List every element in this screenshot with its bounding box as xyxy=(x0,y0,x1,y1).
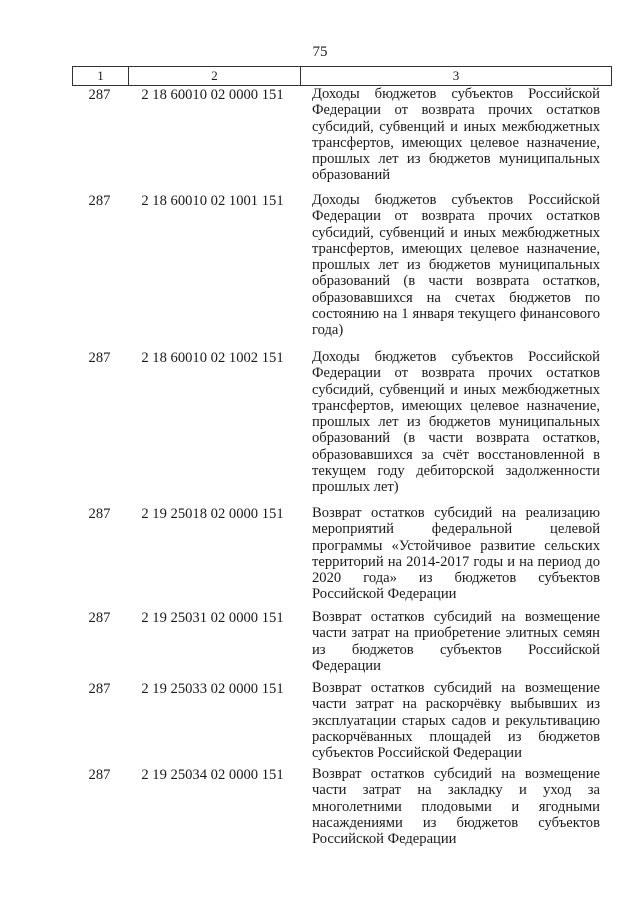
table-row xyxy=(72,609,610,680)
budget-code-cell: 2 18 60010 02 0000 151 xyxy=(141,87,284,103)
description-cell: Возврат остатков субсидий на реализацию мероприятий федеральной целевой программы «Устойчивое развитие сельских территорий на 2014-2017 годы и на период до 2020 года» из бюджетов субъектов Российской Федерации xyxy=(312,505,600,603)
admin-code-cell: 287 xyxy=(88,767,111,783)
column-header-1: 1 xyxy=(73,67,129,85)
table-row xyxy=(72,766,610,856)
column-header-2: 2 xyxy=(129,67,301,85)
description-cell: Возврат остатков субсидий на возмещение части затрат на приобретение элитных семян из бюджетов субъектов Российской Федерации xyxy=(312,609,600,674)
table-row xyxy=(72,86,610,192)
budget-code-cell: 2 19 25018 02 0000 151 xyxy=(141,506,284,522)
budget-code-cell: 2 18 60010 02 1002 151 xyxy=(141,350,284,366)
admin-code-cell: 287 xyxy=(88,610,111,626)
table-body xyxy=(72,86,610,856)
admin-code-cell: 287 xyxy=(88,350,111,366)
budget-code-cell: 2 19 25031 02 0000 151 xyxy=(141,610,284,626)
description-cell: Доходы бюджетов субъектов Российской Федерации от возврата прочих остатков субсидий, субвенций и иных межбюджетных трансфертов, имеющих целевое назначение, прошлых лет из бюджетов муниципальных образований (в части возврата остатков, образовавшихся на счетах бюджетов по состоянию на 1 января текущего финансового года) xyxy=(312,192,600,339)
table-row xyxy=(72,680,610,766)
column-header-3: 3 xyxy=(452,68,460,83)
admin-code-cell: 287 xyxy=(88,87,111,103)
admin-code-cell: 287 xyxy=(88,681,111,697)
budget-code-cell: 2 18 60010 02 1001 151 xyxy=(141,193,284,209)
table-row xyxy=(72,192,610,349)
table-header xyxy=(72,66,612,86)
admin-code-cell: 287 xyxy=(88,506,111,522)
description-cell: Доходы бюджетов субъектов Российской Федерации от возврата прочих остатков субсидий, субвенций и иных межбюджетных трансфертов, имеющих целевое назначение, прошлых лет из бюджетов муниципальных образований xyxy=(312,86,600,184)
table-row xyxy=(72,349,610,505)
admin-code-cell: 287 xyxy=(88,193,111,209)
budget-code-cell: 2 19 25034 02 0000 151 xyxy=(141,767,284,783)
page-number: 75 xyxy=(312,44,328,60)
table-row xyxy=(72,505,610,609)
description-cell: Доходы бюджетов субъектов Российской Федерации от возврата прочих остатков субсидий, субвенций и иных межбюджетных трансфертов, имеющих целевое назначение, прошлых лет из бюджетов муниципальных образований (в части возврата остатков, образовавшихся за счёт восстановленной в текущем году дебиторской задолженности прошлых лет) xyxy=(312,349,600,496)
budget-code-cell: 2 19 25033 02 0000 151 xyxy=(141,681,284,697)
description-cell: Возврат остатков субсидий на возмещение части затрат на закладку и уход за многолетними плодовыми и ягодными насаждениями из бюджетов субъектов Российской Федерации xyxy=(312,766,600,848)
description-cell: Возврат остатков субсидий на возмещение части затрат на раскорчёвку выбывших из эксплуатации старых садов и рекультивацию раскорчёванных площадей из бюджетов субъектов Российской Федерации xyxy=(312,680,600,762)
